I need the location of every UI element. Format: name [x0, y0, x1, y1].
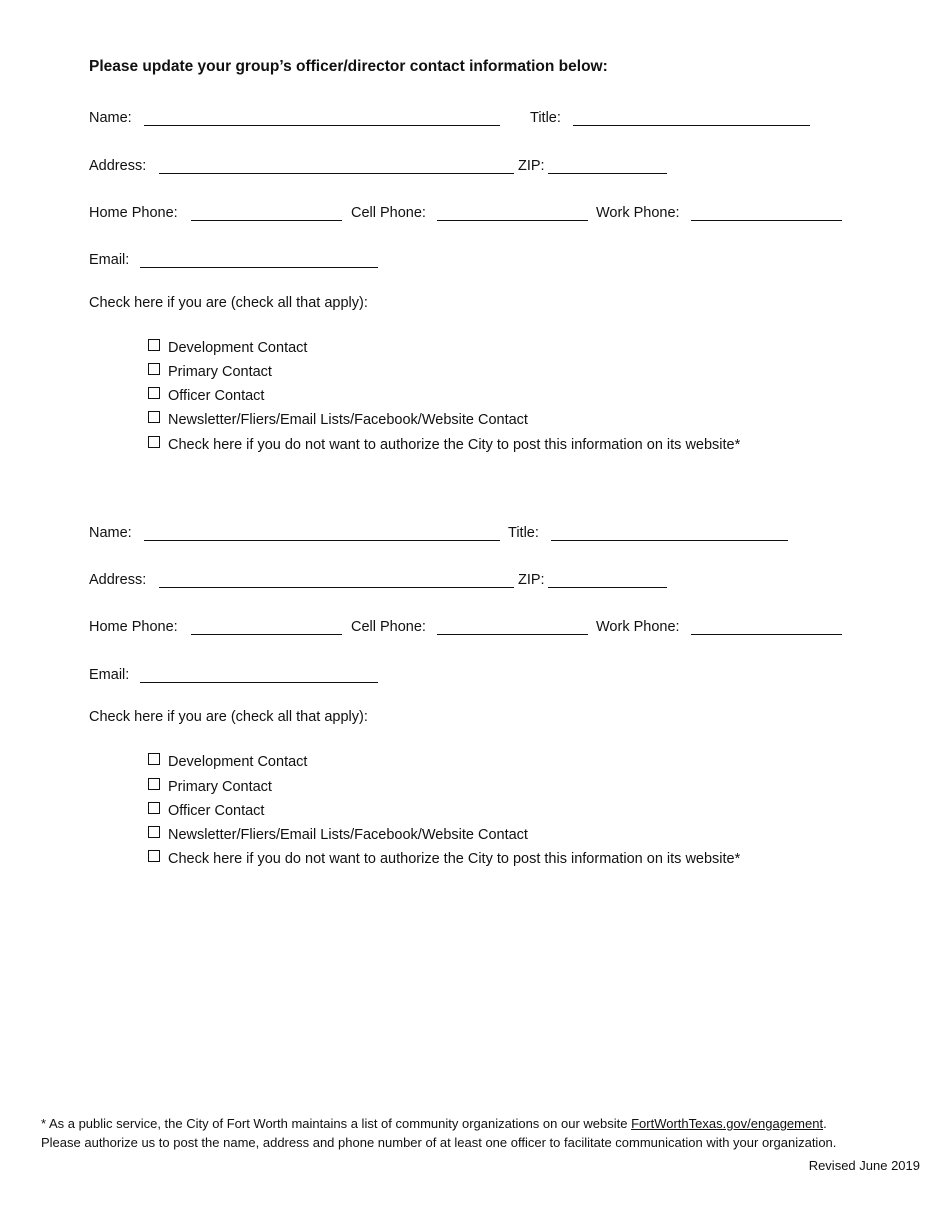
newsletter-contact-label-1: Newsletter/Fliers/Email Lists/Facebook/Website Contact	[168, 412, 528, 428]
home-phone-label-1: Home Phone:	[89, 205, 178, 221]
name-field-1[interactable]	[144, 125, 500, 126]
cell-phone-field-2[interactable]	[437, 634, 588, 635]
footer-note-text: * As a public service, the City of Fort Worth maintains a list of community organizations on our website	[41, 1116, 632, 1131]
footer-note-line-1	[41, 1116, 827, 1131]
development-contact-label-1: Development Contact	[168, 340, 308, 356]
email-label-1: Email:	[89, 252, 130, 268]
title-field-1[interactable]	[573, 125, 810, 126]
name-label-2: Name:	[89, 525, 132, 541]
development-contact-label-2: Development Contact	[168, 754, 308, 770]
footer-note-line-2: Please authorize us to post the name, address and phone number of at least one officer to facilitate communication with your organization.	[41, 1135, 837, 1150]
name-field-2[interactable]	[144, 540, 500, 541]
footer-note-period: .	[823, 1116, 827, 1131]
primary-contact-label-1: Primary Contact	[168, 364, 272, 380]
home-phone-field-1[interactable]	[191, 220, 342, 221]
officer-contact-label-1: Officer Contact	[168, 388, 265, 404]
officer-contact-checkbox-2[interactable]	[148, 802, 160, 814]
work-phone-field-1[interactable]	[691, 220, 842, 221]
email-field-1[interactable]	[140, 267, 378, 268]
engagement-link[interactable]: FortWorthTexas.gov/engagement	[631, 1116, 824, 1131]
work-phone-label-2: Work Phone:	[596, 619, 680, 635]
primary-contact-checkbox-2[interactable]	[148, 778, 160, 790]
check-prompt-1: Check here if you are (check all that apply):	[89, 295, 368, 311]
form-heading: Please update your group’s officer/director contact information below:	[89, 58, 608, 75]
primary-contact-checkbox-1[interactable]	[148, 363, 160, 375]
home-phone-field-2[interactable]	[191, 634, 342, 635]
no-website-authorization-checkbox-1[interactable]	[148, 436, 160, 448]
address-label-2: Address:	[89, 572, 147, 588]
cell-phone-label-1: Cell Phone:	[351, 205, 426, 221]
officer-contact-label-2: Officer Contact	[168, 803, 265, 819]
zip-field-2[interactable]	[548, 587, 667, 588]
primary-contact-label-2: Primary Contact	[168, 779, 272, 795]
development-contact-checkbox-1[interactable]	[148, 339, 160, 351]
development-contact-checkbox-2[interactable]	[148, 753, 160, 765]
title-label-1: Title:	[530, 110, 561, 126]
zip-label-2: ZIP:	[518, 572, 545, 588]
newsletter-contact-checkbox-2[interactable]	[148, 826, 160, 838]
work-phone-field-2[interactable]	[691, 634, 842, 635]
no-website-authorization-label-2: Check here if you do not want to authorize the City to post this information on its website*	[168, 851, 741, 867]
email-label-2: Email:	[89, 667, 130, 683]
zip-label-1: ZIP:	[518, 158, 545, 174]
home-phone-label-2: Home Phone:	[89, 619, 178, 635]
officer-contact-checkbox-1[interactable]	[148, 387, 160, 399]
address-label-1: Address:	[89, 158, 147, 174]
zip-field-1[interactable]	[548, 173, 667, 174]
cell-phone-field-1[interactable]	[437, 220, 588, 221]
no-website-authorization-checkbox-2[interactable]	[148, 850, 160, 862]
email-field-2[interactable]	[140, 682, 378, 683]
title-label-2: Title:	[508, 525, 539, 541]
newsletter-contact-checkbox-1[interactable]	[148, 411, 160, 423]
address-field-1[interactable]	[159, 173, 514, 174]
cell-phone-label-2: Cell Phone:	[351, 619, 426, 635]
work-phone-label-1: Work Phone:	[596, 205, 680, 221]
check-prompt-2: Check here if you are (check all that apply):	[89, 709, 368, 725]
revised-date: Revised June 2019	[808, 1158, 920, 1173]
no-website-authorization-label-1: Check here if you do not want to authorize the City to post this information on its website*	[168, 437, 741, 453]
title-field-2[interactable]	[551, 540, 788, 541]
address-field-2[interactable]	[159, 587, 514, 588]
name-label-1: Name:	[89, 110, 132, 126]
newsletter-contact-label-2: Newsletter/Fliers/Email Lists/Facebook/Website Contact	[168, 827, 528, 843]
